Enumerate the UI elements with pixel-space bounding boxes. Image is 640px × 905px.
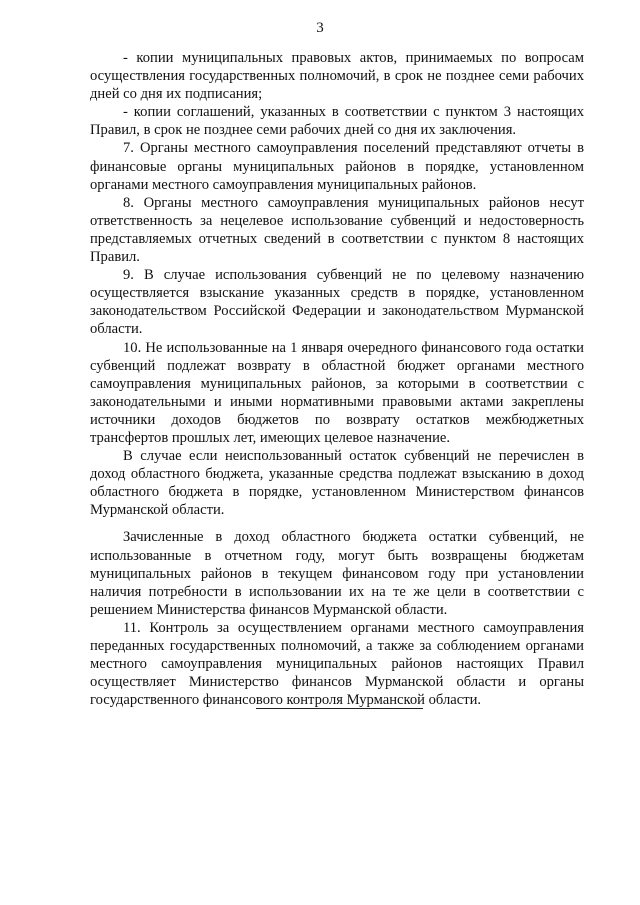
document-body xyxy=(90,49,584,709)
page-number: 3 xyxy=(316,20,324,36)
paragraph-item-11: 11. Контроль за осуществлением органами местного самоуправления переданных государственных полномочий, а также за соблюдением органами местного самоуправления муниципальных районов настоящих Правил осуществляет Министерство финансов Мурманской области и органы государственного финансового контроля Мурманской области. xyxy=(90,619,584,709)
paragraph-copies-legal-acts: - копии муниципальных правовых актов, принимаемых по вопросам осуществления государственных полномочий, в срок не позднее семи рабочих дней со дня их подписания; xyxy=(90,50,584,103)
paragraph-item-10: 10. Не использованные на 1 января очередного финансового года остатки субвенций подлежат возврату в областной бюджет органами местного самоуправления муниципальных районов, за которыми в соответствии с законодательными и иными нормативными правовыми актами закреплены источники доходов бюджетов по возврату остатков межбюджетных трансфертов прошлых лет, имеющих целевое назначение. xyxy=(90,339,584,446)
paragraph-item-7: 7. Органы местного самоуправления поселений представляют отчеты в финансовые органы муниципальных районов в порядке, установленном органами местного самоуправления муниципальных районов. xyxy=(90,140,584,193)
paragraph-item-8: 8. Органы местного самоуправления муниципальных районов несут ответственность за нецелевое использование субвенций и недостоверность представляемых отчетных сведений в соответствии с пунктом 8 настоящих Правил. xyxy=(90,194,584,266)
paragraph-credited-balances: Зачисленные в доход областного бюджета остатки субвенций, не использованные в отчетном году, могут быть возвращены бюджетам муниципальных районов в текущем финансовом году при установлении наличия потребности в использовании их на те же цели в соответствии с решением Министерства финансов Мурманской области. xyxy=(90,529,584,618)
paragraph-item-9: 9. В случае использования субвенций не по целевому назначению осуществляется взыскание указанных средств в порядке, установленном законодательством Российской Федерации и законодательством Мурманской области. xyxy=(90,267,584,338)
paragraph-unspent-balance: В случае если неиспользованный остаток субвенций не перечислен в доход областного бюджета, указанные средства подлежат взысканию в доход областного бюджета в порядке, установленном Министерством финансов Мурманской области. xyxy=(90,448,584,519)
paragraph-copies-agreements: - копии соглашений, указанных в соответствии с пунктом 3 настоящих Правил, в срок не позднее семи рабочих дней со дня их заключения. xyxy=(90,104,584,139)
end-divider-line xyxy=(256,708,423,709)
